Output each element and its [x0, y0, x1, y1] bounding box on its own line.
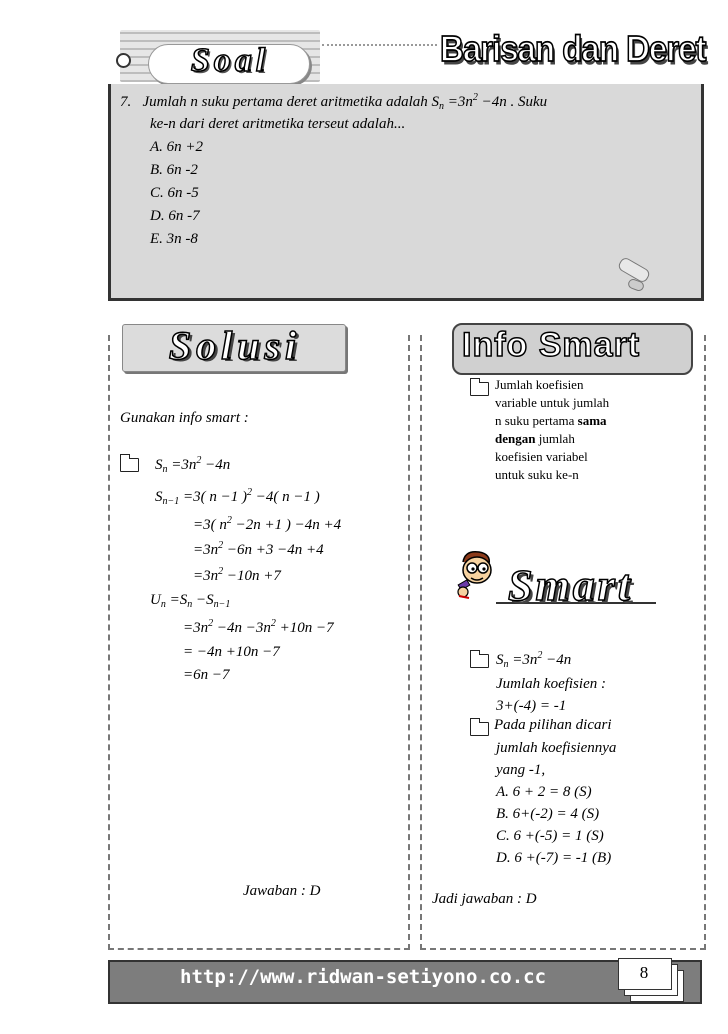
pilih-line-1: Pada pilihan dicari [494, 717, 612, 733]
tip-line-3: n suku pertama sama [495, 413, 607, 428]
solusi-line-2: $S_{n-1} =3$( n −1 )$^2$ −4( n −1 ) [155, 487, 320, 507]
tip-line-6: untuk suku ke-n [495, 467, 579, 482]
pilih-line-2: jumlah koefisiennya [496, 740, 617, 756]
solusi-answer: Jawaban : D [243, 883, 321, 899]
folder-icon [470, 382, 489, 396]
tip-line-1: Jumlah koefisien [495, 377, 584, 392]
tip-line-2: variable untuk jumlah [495, 395, 610, 410]
smart-formula: $S_n =3n^2 -4n$ [496, 650, 572, 670]
solusi-line-5: $=3n^2 -10n +7$ [193, 566, 281, 584]
bullet-circle-icon [116, 53, 131, 68]
solusi-line-1: $S_n =3n^2 -4n$ [155, 455, 231, 475]
pilih-line-3: yang -1, [496, 762, 546, 778]
tip-line-5: koefisien variabel [495, 449, 588, 464]
folder-icon [120, 458, 139, 472]
page-number: 8 [639, 963, 649, 982]
solusi-intro: Gunakan info smart : [120, 410, 249, 426]
solusi-line-3: =3( $n^2 -2n +1$ ) −4n +4 [193, 515, 342, 533]
option-d: D. 6n -7 [150, 208, 200, 224]
coef-line-2: 3+(-4) = -1 [496, 698, 567, 714]
coef-line-1: Jumlah koefisien : [496, 676, 606, 692]
option-e: E. 3n -8 [150, 231, 198, 247]
solusi-title: Solusi [168, 323, 302, 368]
solusi-line-8: = −4n +10n −7 [183, 644, 280, 660]
option-a: A. 6n +2 [150, 139, 204, 155]
check-b: B. 6+(-2) = 4 (S) [496, 806, 600, 822]
check-a: A. 6 + 2 = 8 (S) [496, 784, 592, 800]
folder-icon [470, 654, 489, 668]
cartoon-face-icon [455, 548, 499, 600]
question-line-1: 7. Jumlah n suku pertama deret aritmetika adalah $S_n =3n^2 -4n$ . Suku [120, 92, 548, 112]
solusi-panel [108, 335, 410, 950]
check-c: C. 6 +(-5) = 1 (S) [496, 828, 604, 844]
solusi-line-4: $=3n^2 -6n +3 -4n +4$ [193, 540, 324, 558]
option-b: B. 6n -2 [150, 162, 198, 178]
header-divider [322, 44, 437, 46]
smart-logo: Smart [508, 561, 634, 610]
tip-line-4: dengan jumlah [495, 431, 575, 446]
option-c: C. 6n -5 [150, 185, 199, 201]
solusi-line-9: =6n −7 [183, 667, 230, 683]
info-smart-title: Info Smart [462, 326, 641, 364]
folder-icon [470, 722, 489, 736]
question-line-2: ke-n dari deret aritmetika terseut adalah... [150, 116, 406, 132]
footer-url[interactable]: http://www.ridwan-setiyono.co.cc [180, 966, 547, 988]
solusi-line-6: $U_n =S_n -S_{n-1}$ [150, 592, 231, 610]
solusi-line-7: $=3n^2 -4n -3n^2 +10n -7$ [183, 618, 334, 636]
info-answer: Jadi jawaban : D [432, 891, 537, 907]
soal-label: Soal [190, 42, 270, 79]
page-title: Barisan dan Deret [440, 28, 706, 69]
check-d: D. 6 +(-7) = -1 (B) [496, 850, 612, 866]
